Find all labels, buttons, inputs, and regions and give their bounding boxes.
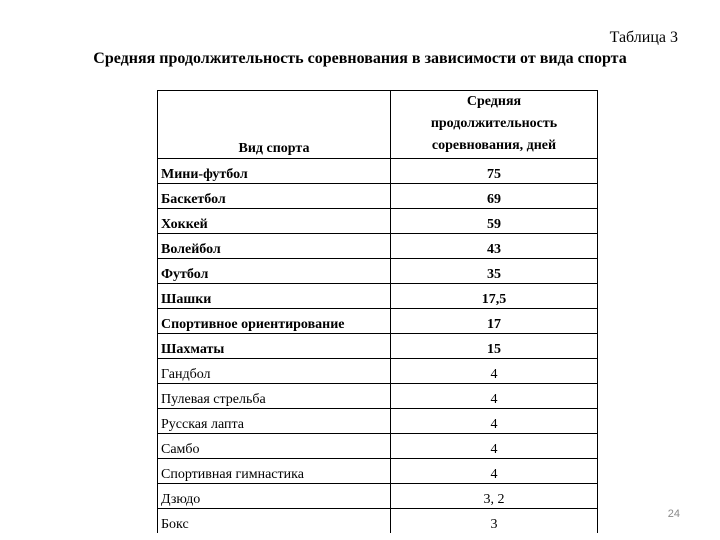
sport-cell: Волейбол <box>158 234 391 259</box>
sport-cell: Самбо <box>158 434 391 459</box>
table-row <box>158 309 598 334</box>
sport-cell: Спортивное ориентирование <box>158 309 391 334</box>
days-cell: 35 <box>391 259 598 284</box>
sport-cell: Пулевая стрельба <box>158 384 391 409</box>
days-cell: 4 <box>391 434 598 459</box>
sports-duration-table <box>157 90 598 533</box>
days-cell: 43 <box>391 234 598 259</box>
sport-cell: Дзюдо <box>158 484 391 509</box>
table-row <box>158 409 598 434</box>
table-row <box>158 509 598 534</box>
table-row <box>158 359 598 384</box>
sport-cell: Гандбол <box>158 359 391 384</box>
table-title: Средняя продолжительность соревнования в зависимости от вида спорта <box>93 50 627 67</box>
header-average-duration <box>391 91 598 159</box>
table-row <box>158 184 598 209</box>
days-cell: 3 <box>391 509 598 534</box>
table-row <box>158 259 598 284</box>
sport-cell: Шашки <box>158 284 391 309</box>
sport-cell: Футбол <box>158 259 391 284</box>
sport-cell: Русская лапта <box>158 409 391 434</box>
days-cell: 3, 2 <box>391 484 598 509</box>
header-days-line-2: продолжительность <box>430 116 558 131</box>
table-row <box>158 384 598 409</box>
table-row <box>158 234 598 259</box>
table-header-row <box>158 91 598 159</box>
sport-cell: Мини-футбол <box>158 159 391 184</box>
header-days-line-1: Средняя <box>466 94 522 109</box>
table-row <box>158 159 598 184</box>
sport-cell: Спортивная гимнастика <box>158 459 391 484</box>
table-row <box>158 459 598 484</box>
table-row <box>158 209 598 234</box>
header-days-line-3: соревнования, дней <box>431 138 557 153</box>
table-row <box>158 284 598 309</box>
table-row <box>158 484 598 509</box>
days-cell: 69 <box>391 184 598 209</box>
days-cell: 17,5 <box>391 284 598 309</box>
days-cell: 4 <box>391 384 598 409</box>
table-number-label: Таблица 3 <box>609 29 678 46</box>
days-cell: 15 <box>391 334 598 359</box>
table-row <box>158 334 598 359</box>
table-row <box>158 434 598 459</box>
days-cell: 4 <box>391 459 598 484</box>
sport-cell: Баскетбол <box>158 184 391 209</box>
days-cell: 17 <box>391 309 598 334</box>
page-number: 24 <box>667 508 680 520</box>
days-cell: 4 <box>391 359 598 384</box>
sport-cell: Бокс <box>158 509 391 534</box>
sport-cell: Хоккей <box>158 209 391 234</box>
days-cell: 59 <box>391 209 598 234</box>
header-sport: Вид спорта <box>158 91 391 159</box>
sport-cell: Шахматы <box>158 334 391 359</box>
days-cell: 75 <box>391 159 598 184</box>
days-cell: 4 <box>391 409 598 434</box>
